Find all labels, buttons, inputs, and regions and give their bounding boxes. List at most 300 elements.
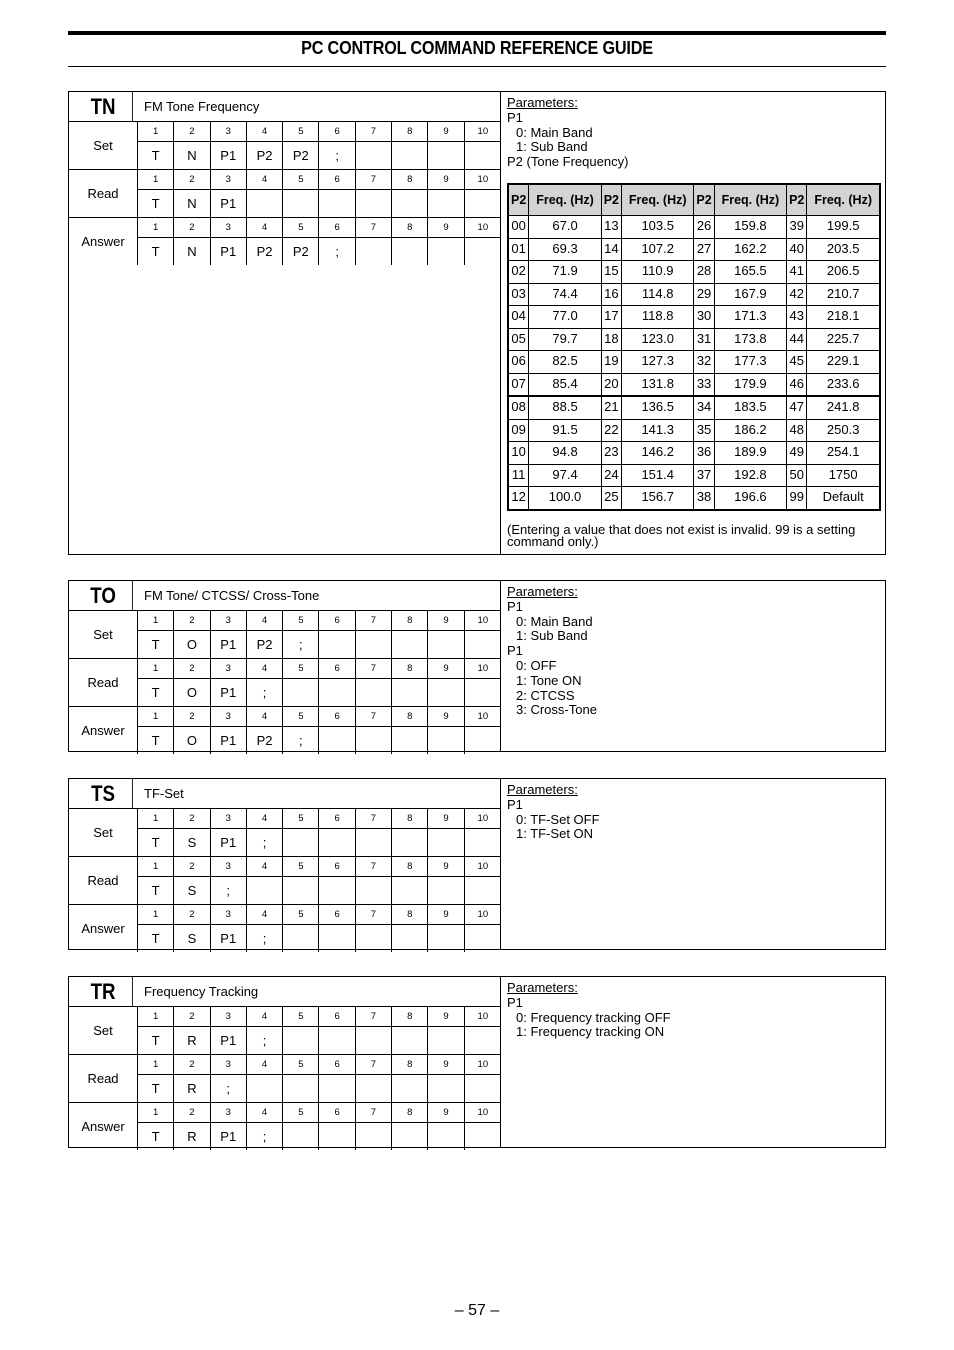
tone-table-header: Freq. (Hz): [714, 184, 787, 216]
tone-table-cell: 192.8: [714, 464, 787, 487]
column-number: 8: [392, 122, 428, 141]
command-block-ts: [68, 778, 886, 950]
tone-table-row: [508, 464, 880, 487]
tone-table-row: [508, 487, 880, 510]
tone-table-cell: 159.8: [714, 216, 787, 239]
column-number: 10: [477, 222, 489, 233]
column-number: 4: [247, 1103, 283, 1122]
column-number: 3: [211, 707, 247, 726]
tone-table-header: Freq. (Hz): [807, 184, 880, 216]
format-group-answer: [69, 218, 501, 265]
column-number: 3: [211, 1103, 247, 1122]
column-number: 6: [319, 1007, 355, 1026]
tone-table-cell: 229.1: [807, 351, 880, 374]
tone-table-cell: 40: [787, 238, 807, 261]
column-number: 6: [319, 1103, 355, 1122]
tone-table-cell: 218.1: [807, 306, 880, 329]
tone-table-cell: 32: [694, 351, 714, 374]
command-cell: P1: [211, 142, 247, 169]
command-cell: [465, 631, 501, 658]
column-number: 5: [283, 707, 319, 726]
column-number: 5: [283, 218, 319, 237]
tone-table-cell: 21: [601, 396, 621, 419]
command-cell: [319, 190, 355, 217]
command-cell: [247, 877, 283, 904]
command-cell: [465, 877, 501, 904]
command-code: TR: [74, 977, 133, 1006]
command-cell: [465, 1027, 501, 1054]
command-cell: P2: [247, 142, 283, 169]
tone-table-header-row: [508, 184, 880, 216]
command-code: TS: [74, 779, 133, 808]
column-number: 6: [319, 611, 355, 630]
format-group-read: [69, 170, 501, 218]
tone-table-cell: 04: [508, 306, 529, 329]
tone-table-row: [508, 216, 880, 239]
command-cell: ;: [247, 679, 283, 706]
command-cell: ;: [211, 877, 247, 904]
command-cell: [428, 1075, 464, 1102]
column-number-row: [138, 707, 501, 727]
command-cell: [428, 925, 464, 952]
column-number: 2: [174, 170, 210, 189]
tone-table-cell: 12: [508, 487, 529, 510]
tone-table-row: [508, 283, 880, 306]
parameters-heading: Parameters:: [507, 95, 578, 110]
command-value-row: [138, 1123, 501, 1150]
column-number: 9: [428, 170, 464, 189]
format-cells: [138, 611, 501, 658]
parameter-line: P1: [507, 598, 523, 614]
column-number: 7: [356, 170, 392, 189]
tone-table-cell: 118.8: [621, 306, 694, 329]
command-cell: [319, 631, 355, 658]
tone-table-cell: 45: [787, 351, 807, 374]
tone-table-cell: 186.2: [714, 419, 787, 442]
column-number: 1: [138, 1103, 174, 1122]
column-number: 4: [247, 659, 283, 678]
column-number: 2: [174, 659, 210, 678]
tone-table-cell: 199.5: [807, 216, 880, 239]
column-number: 1: [138, 707, 174, 726]
command-cell: ;: [319, 238, 355, 265]
command-cell: [392, 238, 428, 265]
command-cell: [465, 1123, 501, 1150]
command-cell: [283, 1123, 319, 1150]
column-number: 3: [211, 1055, 247, 1074]
column-number: 9: [428, 1055, 464, 1074]
parameter-line: 0: Main Band: [516, 613, 593, 629]
tone-table-cell: 49: [787, 442, 807, 465]
format-cells: [138, 1007, 501, 1054]
command-cell: P2: [283, 238, 319, 265]
tone-table-header: P2: [694, 184, 714, 216]
column-number: 2: [174, 122, 210, 141]
tone-table-cell: 162.2: [714, 238, 787, 261]
command-value-row: [138, 631, 501, 658]
column-number: 7: [356, 809, 392, 828]
format-cells: [138, 1103, 501, 1150]
command-cell: [356, 679, 392, 706]
command-cell: S: [174, 925, 210, 952]
command-cell: [392, 1075, 428, 1102]
command-format-table: [69, 581, 501, 754]
column-number: 7: [356, 1007, 392, 1026]
column-number: 1: [138, 1055, 174, 1074]
tone-table-cell: 110.9: [621, 261, 694, 284]
command-block-to: [68, 580, 886, 752]
parameter-line: 1: Sub Band: [516, 139, 588, 155]
command-cell: [283, 1075, 319, 1102]
command-cell: P1: [211, 1123, 247, 1150]
column-number: 5: [283, 170, 319, 189]
tone-table-cell: 103.5: [621, 216, 694, 239]
tone-table-header: Freq. (Hz): [621, 184, 694, 216]
tone-table-cell: 02: [508, 261, 529, 284]
format-group-set: [69, 611, 501, 659]
command-title: Frequency Tracking: [144, 984, 259, 999]
command-cell: T: [138, 925, 174, 952]
column-number-row: [138, 1007, 501, 1027]
command-cell: [428, 829, 464, 856]
tone-table-row: [508, 306, 880, 329]
command-cell: R: [174, 1123, 210, 1150]
format-cells: [138, 809, 501, 856]
parameter-line: P1: [507, 643, 523, 659]
tone-table-cell: 136.5: [621, 396, 694, 419]
command-cell: [319, 925, 355, 952]
column-number: 6: [319, 659, 355, 678]
column-number: 6: [319, 857, 355, 876]
column-number: 6: [319, 218, 355, 237]
command-cell: [356, 1075, 392, 1102]
format-cells: [138, 659, 501, 706]
column-number: 8: [392, 857, 428, 876]
column-number: 8: [392, 611, 428, 630]
tone-table-cell: 00: [508, 216, 529, 239]
command-cell: P2: [247, 727, 283, 754]
column-number: 4: [247, 1055, 283, 1074]
column-number: 5: [283, 857, 319, 876]
format-group-answer: [69, 1103, 501, 1150]
tone-table-cell: 131.8: [621, 373, 694, 396]
tone-frequency-table: [507, 183, 881, 511]
parameter-line: P1: [507, 994, 523, 1010]
tone-table-row: [508, 238, 880, 261]
tone-table-cell: 44: [787, 328, 807, 351]
command-cell: [465, 1075, 501, 1102]
tone-table-cell: 47: [787, 396, 807, 419]
column-number: 2: [174, 1007, 210, 1026]
column-number: 8: [392, 1055, 428, 1074]
format-label-answer: Answer: [69, 218, 138, 265]
format-label-read: Read: [69, 857, 138, 904]
column-number: 3: [211, 170, 247, 189]
command-value-row: [138, 142, 501, 169]
column-number: 1: [138, 857, 174, 876]
command-cell: [356, 925, 392, 952]
tone-table-cell: 43: [787, 306, 807, 329]
command-cell: T: [138, 190, 174, 217]
command-format-table: [69, 779, 501, 952]
parameter-line: P1: [507, 109, 523, 125]
parameter-line: P1: [507, 796, 523, 812]
tone-table-cell: 23: [601, 442, 621, 465]
tone-table-cell: 1750: [807, 464, 880, 487]
column-number: 6: [319, 905, 355, 924]
command-cell: [319, 727, 355, 754]
format-label-read: Read: [69, 170, 138, 217]
command-value-row: [138, 925, 501, 952]
format-label-set: Set: [69, 122, 138, 169]
tone-table-cell: 71.9: [529, 261, 602, 284]
command-value-row: [138, 829, 501, 856]
command-cell: T: [138, 727, 174, 754]
command-cell: [428, 631, 464, 658]
tone-table-cell: 18: [601, 328, 621, 351]
column-number: 8: [392, 659, 428, 678]
parameter-line: 2: CTCSS: [516, 687, 575, 703]
parameters-heading: Parameters:: [507, 584, 578, 599]
column-number: 1: [138, 218, 174, 237]
command-cell: P2: [247, 631, 283, 658]
parameter-line: 1: Frequency tracking ON: [516, 1024, 665, 1040]
tone-table-cell: 97.4: [529, 464, 602, 487]
tone-table-cell: 11: [508, 464, 529, 487]
tone-table-cell: 141.3: [621, 419, 694, 442]
parameter-line: 3: Cross-Tone: [516, 702, 597, 718]
tone-table-cell: 24: [601, 464, 621, 487]
command-cell: [247, 190, 283, 217]
command-cell: P1: [211, 727, 247, 754]
format-cells: [138, 122, 501, 169]
command-cell: [392, 1123, 428, 1150]
command-cell: [392, 925, 428, 952]
parameter-line: 0: Frequency tracking OFF: [516, 1009, 671, 1025]
format-label-read: Read: [69, 1055, 138, 1102]
column-number: 10: [477, 1107, 489, 1118]
command-cell: [283, 679, 319, 706]
tone-table-cell: 196.6: [714, 487, 787, 510]
command-cell: ;: [319, 142, 355, 169]
column-number: 8: [392, 170, 428, 189]
command-cell: [428, 877, 464, 904]
command-cell: [356, 190, 392, 217]
column-number: 9: [428, 707, 464, 726]
command-cell: P2: [283, 142, 319, 169]
tone-table-cell: 39: [787, 216, 807, 239]
format-group-set: [69, 122, 501, 170]
command-cell: [428, 142, 464, 169]
column-number: 5: [283, 905, 319, 924]
command-cell: S: [174, 877, 210, 904]
column-number: 8: [392, 905, 428, 924]
command-cell: [319, 679, 355, 706]
command-cell: P1: [211, 631, 247, 658]
tone-table-cell: 254.1: [807, 442, 880, 465]
format-cells: [138, 1055, 501, 1102]
command-value-row: [138, 877, 501, 904]
command-cell: ;: [247, 925, 283, 952]
format-group-answer: [69, 707, 501, 754]
column-number: 2: [174, 611, 210, 630]
tone-table-cell: 88.5: [529, 396, 602, 419]
tone-table-header: P2: [787, 184, 807, 216]
parameter-line: 0: Main Band: [516, 124, 593, 140]
column-number: 7: [356, 707, 392, 726]
command-cell: T: [138, 631, 174, 658]
tone-table-cell: 33: [694, 373, 714, 396]
tone-table-cell: 26: [694, 216, 714, 239]
column-number: 5: [283, 809, 319, 828]
tone-table-cell: 08: [508, 396, 529, 419]
column-number-row: [138, 122, 501, 142]
tone-table-cell: 177.3: [714, 351, 787, 374]
tone-table-cell: 15: [601, 261, 621, 284]
column-number: 2: [174, 809, 210, 828]
column-number: 10: [477, 1011, 489, 1022]
column-number: 1: [138, 122, 174, 141]
format-group-read: [69, 857, 501, 905]
command-cell: R: [174, 1075, 210, 1102]
column-number: 7: [356, 611, 392, 630]
tone-table-cell: 203.5: [807, 238, 880, 261]
column-number: 10: [477, 711, 489, 722]
column-number: 4: [247, 218, 283, 237]
tone-table-cell: 210.7: [807, 283, 880, 306]
column-number: 4: [247, 170, 283, 189]
tone-table-cell: 85.4: [529, 373, 602, 396]
column-number: 8: [392, 218, 428, 237]
column-number: 10: [477, 813, 489, 824]
format-cells: [138, 218, 501, 265]
column-number: 10: [477, 663, 489, 674]
command-cell: N: [174, 142, 210, 169]
column-number: 9: [428, 659, 464, 678]
format-label-answer: Answer: [69, 905, 138, 952]
command-cell: P1: [211, 925, 247, 952]
command-cell: [319, 829, 355, 856]
column-number: 8: [392, 809, 428, 828]
tone-table-cell: 146.2: [621, 442, 694, 465]
column-number: 6: [319, 170, 355, 189]
tone-table-cell: 41: [787, 261, 807, 284]
tone-table-cell: 20: [601, 373, 621, 396]
column-number: 5: [283, 611, 319, 630]
command-cell: T: [138, 1075, 174, 1102]
column-number: 4: [247, 857, 283, 876]
command-cell: [356, 727, 392, 754]
command-value-row: [138, 238, 501, 265]
column-number: 7: [356, 857, 392, 876]
column-number: 1: [138, 611, 174, 630]
column-number: 7: [356, 905, 392, 924]
parameters-heading: Parameters:: [507, 782, 578, 797]
column-number: 1: [138, 905, 174, 924]
tone-table-cell: 09: [508, 419, 529, 442]
command-cell: N: [174, 190, 210, 217]
column-number: 10: [477, 861, 489, 872]
tone-table-cell: 241.8: [807, 396, 880, 419]
command-cell: T: [138, 238, 174, 265]
column-number: 8: [392, 707, 428, 726]
command-title: FM Tone Frequency: [144, 99, 260, 114]
column-number-row: [138, 1055, 501, 1075]
tone-table-cell: 179.9: [714, 373, 787, 396]
format-group-set: [69, 809, 501, 857]
column-number: 10: [477, 615, 489, 626]
command-cell: [392, 142, 428, 169]
command-cell: T: [138, 829, 174, 856]
tone-table-cell: 206.5: [807, 261, 880, 284]
command-cell: [428, 679, 464, 706]
column-number-row: [138, 905, 501, 925]
tone-table-cell: 173.8: [714, 328, 787, 351]
tone-table-cell: 46: [787, 373, 807, 396]
command-cell: [465, 190, 501, 217]
column-number: 8: [392, 1103, 428, 1122]
command-value-row: [138, 679, 501, 706]
format-label-set: Set: [69, 611, 138, 658]
column-number: 3: [211, 122, 247, 141]
command-cell: S: [174, 829, 210, 856]
tone-table-cell: 30: [694, 306, 714, 329]
parameters-panel: [500, 92, 885, 554]
command-value-row: [138, 727, 501, 754]
command-cell: N: [174, 238, 210, 265]
command-cell: [247, 1075, 283, 1102]
column-number: 3: [211, 611, 247, 630]
tone-table-cell: 189.9: [714, 442, 787, 465]
command-cell: ;: [211, 1075, 247, 1102]
command-cell: [428, 727, 464, 754]
tone-table-cell: 07: [508, 373, 529, 396]
title-underline: [68, 66, 886, 67]
tone-table-cell: 19: [601, 351, 621, 374]
tone-table-cell: 107.2: [621, 238, 694, 261]
tone-table-row: [508, 328, 880, 351]
column-number: 9: [428, 809, 464, 828]
command-cell: [283, 1027, 319, 1054]
column-number: 6: [319, 707, 355, 726]
command-cell: T: [138, 142, 174, 169]
tone-table-cell: 16: [601, 283, 621, 306]
command-cell: P1: [211, 829, 247, 856]
tone-table-row: [508, 396, 880, 419]
tone-table-cell: 225.7: [807, 328, 880, 351]
tone-table-cell: 34: [694, 396, 714, 419]
column-number: 6: [319, 122, 355, 141]
top-rule: [68, 31, 886, 35]
command-cell: [465, 679, 501, 706]
column-number: 1: [138, 809, 174, 828]
column-number: 3: [211, 218, 247, 237]
command-header: [69, 581, 501, 611]
tone-table-row: [508, 419, 880, 442]
format-group-set: [69, 1007, 501, 1055]
command-cell: ;: [283, 631, 319, 658]
command-value-row: [138, 1027, 501, 1054]
format-label-answer: Answer: [69, 1103, 138, 1150]
command-format-table: [69, 977, 501, 1150]
column-number: 2: [174, 218, 210, 237]
parameter-line: 1: TF-Set ON: [516, 826, 594, 842]
tone-table-cell: 36: [694, 442, 714, 465]
command-cell: T: [138, 1027, 174, 1054]
column-number-row: [138, 611, 501, 631]
tone-table-cell: 233.6: [807, 373, 880, 396]
column-number: 2: [174, 1055, 210, 1074]
